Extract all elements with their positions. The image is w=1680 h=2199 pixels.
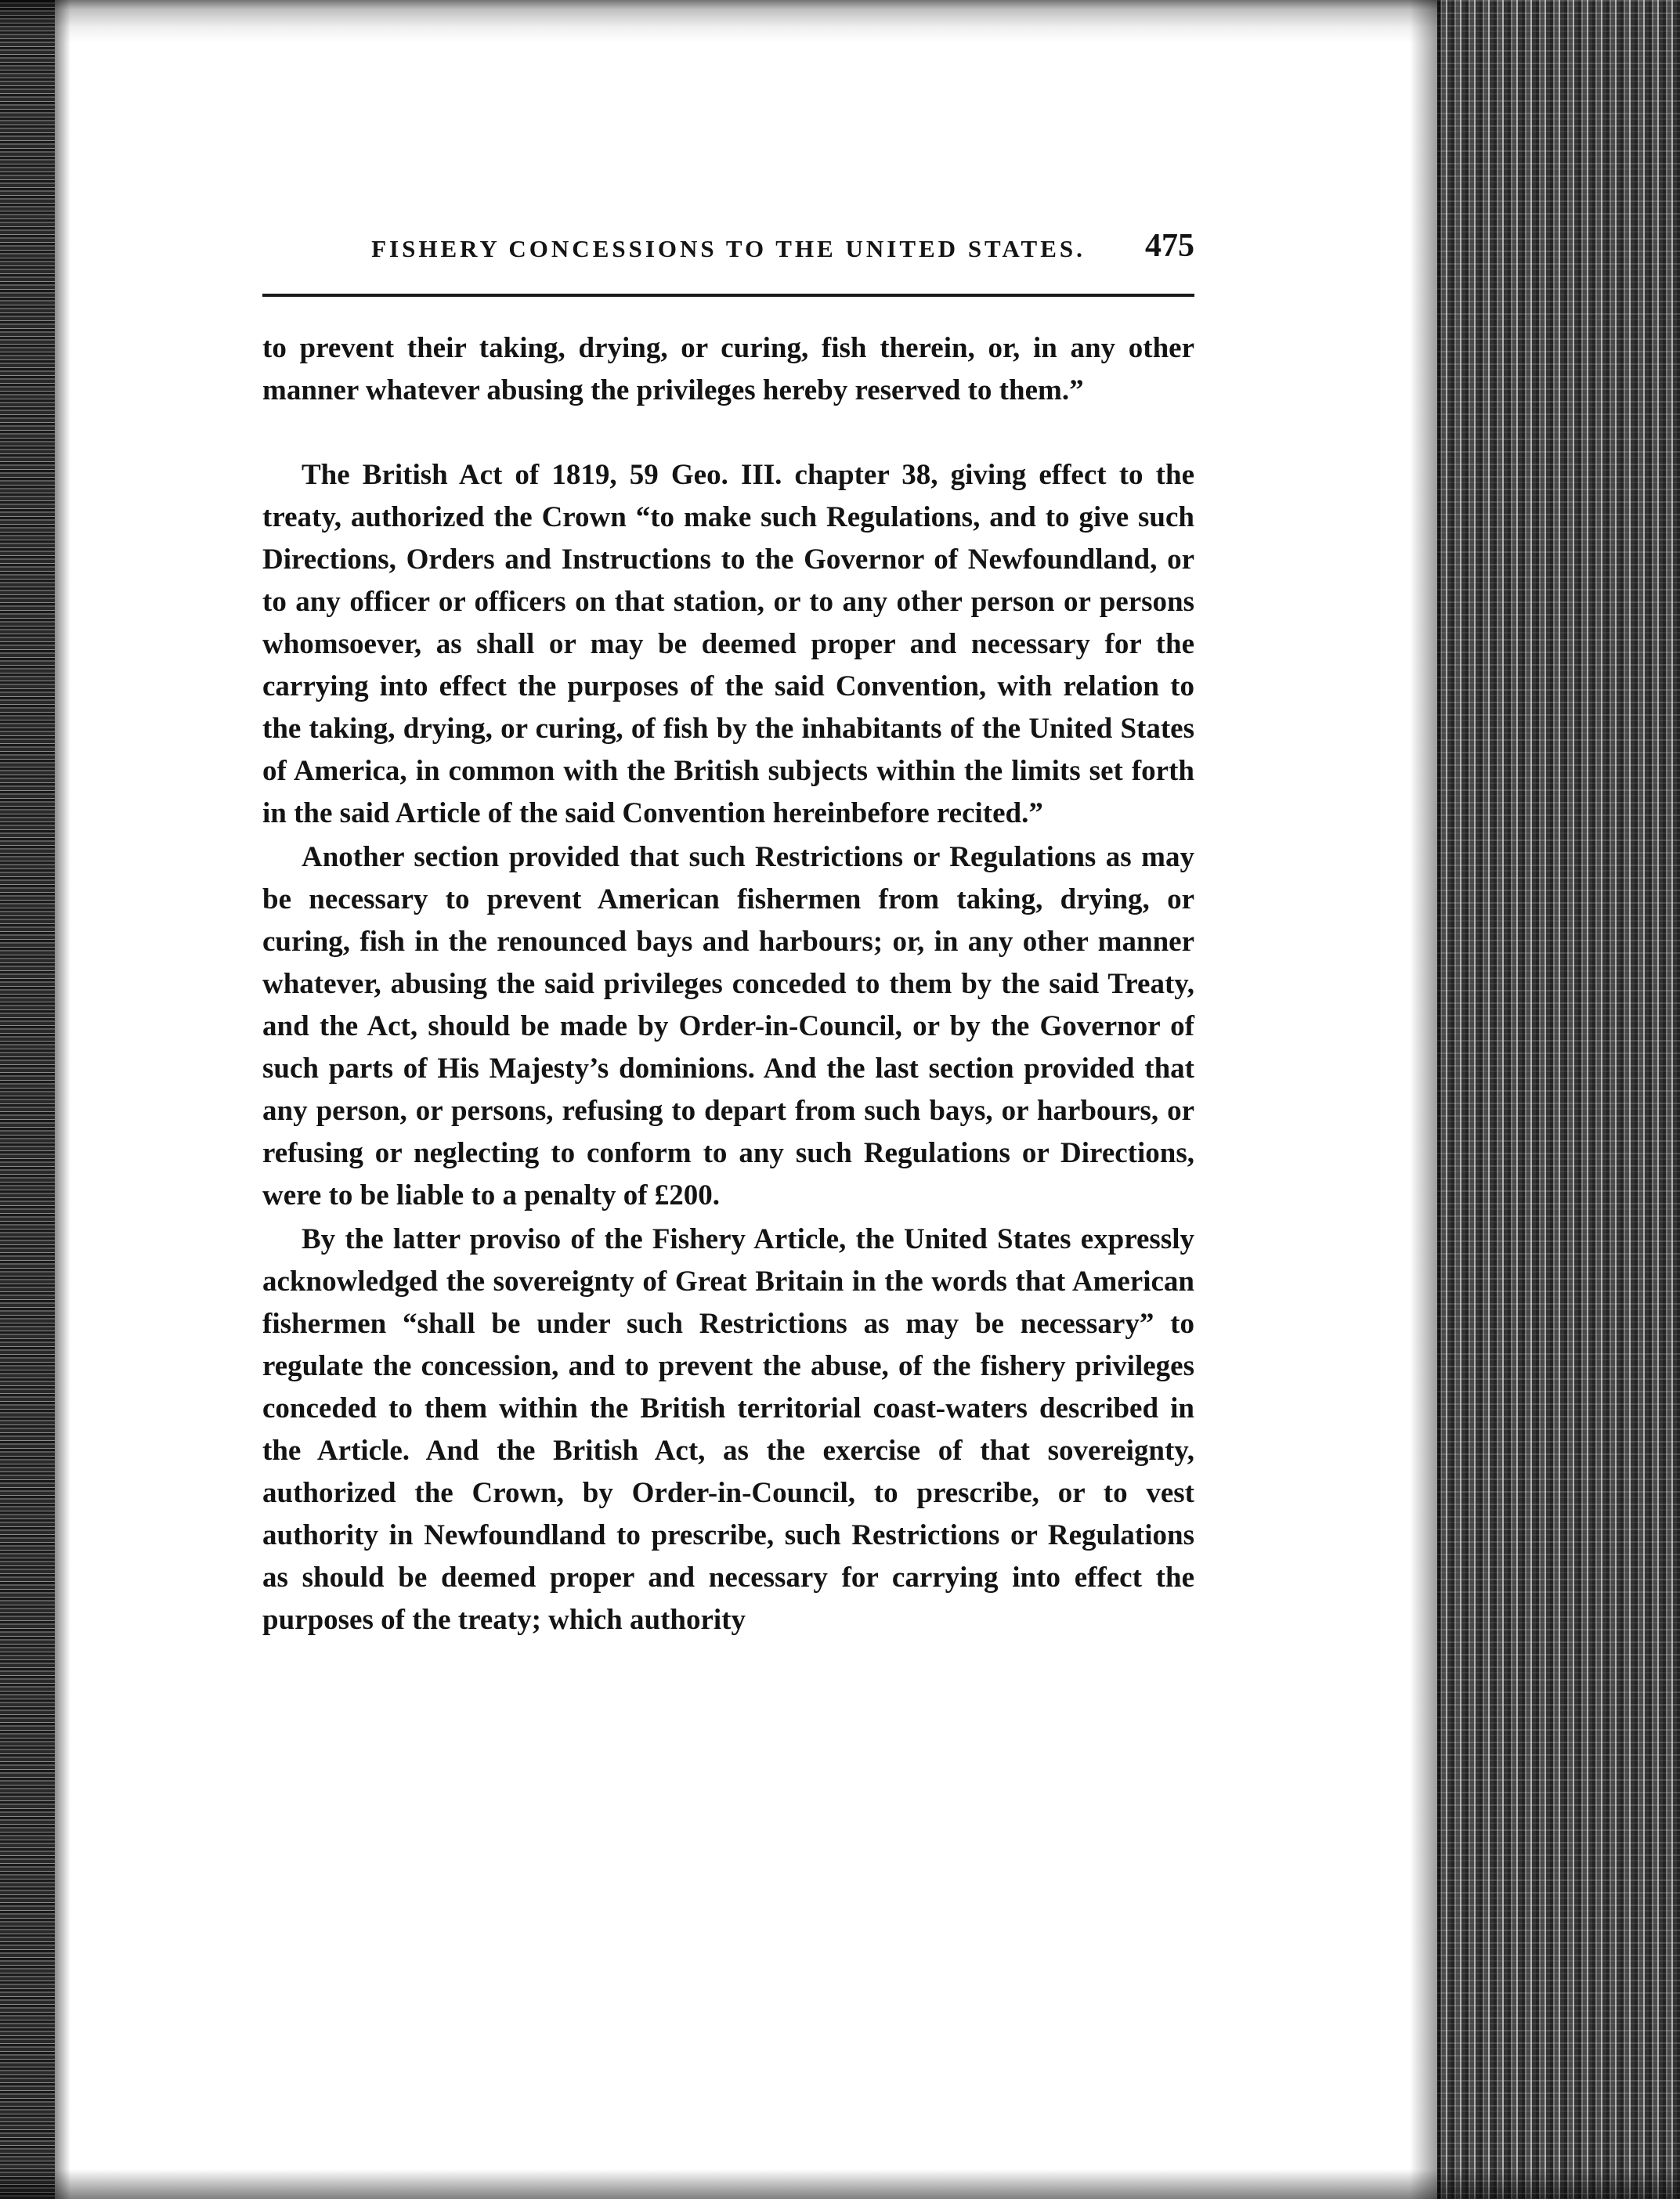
- body-text: [262, 327, 1194, 1641]
- page-number: 475: [1145, 228, 1194, 264]
- scan-top-shadow: [0, 0, 1449, 43]
- scan-left-shadow: [55, 0, 70, 2199]
- running-head: FISHERY CONCESSIONS TO THE UNITED STATES.: [371, 235, 1086, 262]
- paragraph-another-section: Another section provided that such Restrictions or Regulations as may be necessary to prevent American fishermen from taking, drying, or curing, fish in the renounced bays and harbours; or, in any other manner whatever, abusing the said privileges conceded to them by the said Treaty, and the Act, should be made by Order-in-Council, or by the Governor of such parts of His Majesty’s dominions. And the last section provided that any person, or persons, refusing to depart from such bays, or harbours, or refusing or neglecting to conform to any such Regulations or Directions, were to be liable to a penalty of £200.: [262, 841, 1194, 1211]
- scan-bottom-shadow: [0, 2169, 1680, 2199]
- scan-left-edge: [0, 0, 55, 2199]
- paragraph-latter-proviso: By the latter proviso of the Fishery Article, the United States expressly acknowledged the sovereignty of Great Britain in the words that American fishermen “shall be under such Restrictions as may be necessary” to regulate the concession, and to prevent the abuse, of the fishery privileges conceded to them within the British territorial coast-waters described in the Article. And the British Act, as the exercise of that sovereignty, authorized the Crown, by Order-in-Council, to prescribe, or to vest authority in Newfoundland to prescribe, such Restrictions or Regulations as should be deemed proper and necessary for carrying into effect the purposes of the treaty; which authority: [262, 1223, 1194, 1636]
- paragraph-british-act: The British Act of 1819, 59 Geo. III. chapter 38, giving effect to the treaty, authorized the Crown “to make such Regulations, and to give such Directions, Orders and Instructions to the Governor of Newfoundland, or to any officer or officers on that station, or to any other person or persons whomsoever, as shall or may be deemed proper and necessary for the carrying into effect the purposes of the said Convention, with relation to the taking, drying, or curing, of fish by the inhabitants of the United States of America, in common with the British subjects within the limits set forth in the said Article of the said Convention hereinbefore recited.”: [262, 459, 1194, 829]
- scan-right-shadow: [1410, 0, 1441, 2199]
- paragraph-continued: to prevent their taking, drying, or curing, fish therein, or, in any other manner whatever abusing the privileges hereby reserved to them.”: [262, 332, 1194, 406]
- header-rule: [262, 294, 1194, 297]
- scan-right-edge-texture: [1437, 0, 1680, 2199]
